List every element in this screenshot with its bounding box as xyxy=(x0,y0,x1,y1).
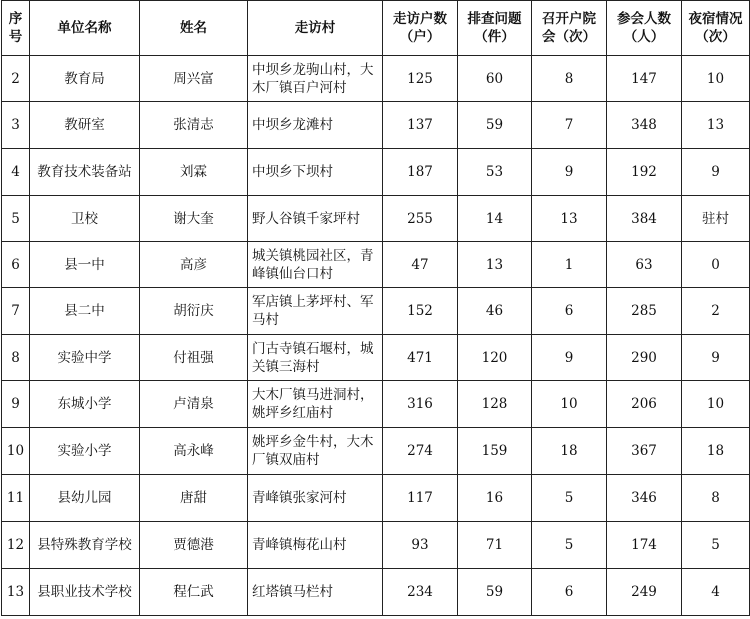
cell-meetings: 5 xyxy=(532,475,607,522)
cell-households: 187 xyxy=(383,149,458,196)
cell-meetings: 10 xyxy=(532,381,607,428)
cell-unit: 实验中学 xyxy=(30,335,140,381)
cell-issues: 59 xyxy=(458,102,532,149)
cell-name: 高永峰 xyxy=(140,428,248,475)
cell-households: 274 xyxy=(383,428,458,475)
cell-name: 贾德港 xyxy=(140,522,248,569)
cell-name: 高彦 xyxy=(140,242,248,288)
cell-unit: 东城小学 xyxy=(30,381,140,428)
cell-name: 付祖强 xyxy=(140,335,248,381)
cell-name: 刘霖 xyxy=(140,149,248,196)
cell-issues: 159 xyxy=(458,428,532,475)
cell-overnight: 5 xyxy=(682,522,750,569)
cell-issues: 71 xyxy=(458,522,532,569)
header-attendees: 参会人数（人） xyxy=(607,1,682,56)
header-households: 走访户数（户） xyxy=(383,1,458,56)
cell-issues: 46 xyxy=(458,288,532,335)
cell-seq: 6 xyxy=(2,242,30,288)
cell-name: 唐甜 xyxy=(140,475,248,522)
cell-seq: 9 xyxy=(2,381,30,428)
header-overnight: 夜宿情况（次） xyxy=(682,1,750,56)
table-row xyxy=(2,475,750,522)
cell-meetings: 8 xyxy=(532,56,607,102)
cell-meetings: 13 xyxy=(532,196,607,242)
cell-issues: 128 xyxy=(458,381,532,428)
cell-unit: 教研室 xyxy=(30,102,140,149)
cell-village: 青峰镇张家河村 xyxy=(248,475,383,522)
cell-unit: 实验小学 xyxy=(30,428,140,475)
cell-meetings: 7 xyxy=(532,102,607,149)
header-seq: 序号 xyxy=(2,1,30,56)
table-row xyxy=(2,196,750,242)
cell-issues: 14 xyxy=(458,196,532,242)
cell-overnight: 4 xyxy=(682,569,750,616)
cell-name: 胡衍庆 xyxy=(140,288,248,335)
cell-overnight: 2 xyxy=(682,288,750,335)
cell-name: 谢大奎 xyxy=(140,196,248,242)
cell-village: 中坝乡龙滩村 xyxy=(248,102,383,149)
cell-name: 卢清泉 xyxy=(140,381,248,428)
cell-households: 93 xyxy=(383,522,458,569)
cell-seq: 7 xyxy=(2,288,30,335)
cell-seq: 11 xyxy=(2,475,30,522)
cell-overnight: 9 xyxy=(682,149,750,196)
cell-unit: 县幼儿园 xyxy=(30,475,140,522)
cell-overnight: 9 xyxy=(682,335,750,381)
cell-attendees: 206 xyxy=(607,381,682,428)
cell-attendees: 290 xyxy=(607,335,682,381)
cell-meetings: 9 xyxy=(532,149,607,196)
cell-name: 程仁武 xyxy=(140,569,248,616)
table-row xyxy=(2,102,750,149)
cell-issues: 16 xyxy=(458,475,532,522)
cell-attendees: 249 xyxy=(607,569,682,616)
header-issues: 排查问题（件） xyxy=(458,1,532,56)
cell-attendees: 63 xyxy=(607,242,682,288)
cell-attendees: 348 xyxy=(607,102,682,149)
cell-issues: 59 xyxy=(458,569,532,616)
cell-issues: 53 xyxy=(458,149,532,196)
cell-overnight: 驻村 xyxy=(682,196,750,242)
cell-households: 255 xyxy=(383,196,458,242)
cell-attendees: 285 xyxy=(607,288,682,335)
cell-issues: 60 xyxy=(458,56,532,102)
cell-village: 门古寺镇石堰村，城关镇三海村 xyxy=(248,335,383,381)
cell-seq: 4 xyxy=(2,149,30,196)
header-meetings: 召开户院会（次） xyxy=(532,1,607,56)
cell-unit: 县一中 xyxy=(30,242,140,288)
cell-overnight: 10 xyxy=(682,56,750,102)
cell-issues: 120 xyxy=(458,335,532,381)
cell-unit: 县职业技术学校 xyxy=(30,569,140,616)
cell-meetings: 5 xyxy=(532,522,607,569)
table-row xyxy=(2,569,750,616)
cell-meetings: 6 xyxy=(532,569,607,616)
table-row xyxy=(2,56,750,102)
cell-overnight: 13 xyxy=(682,102,750,149)
cell-village: 中坝乡下坝村 xyxy=(248,149,383,196)
cell-households: 471 xyxy=(383,335,458,381)
cell-issues: 13 xyxy=(458,242,532,288)
cell-meetings: 6 xyxy=(532,288,607,335)
cell-village: 城关镇桃园社区，青峰镇仙台口村 xyxy=(248,242,383,288)
table-row xyxy=(2,149,750,196)
cell-village: 青峰镇梅花山村 xyxy=(248,522,383,569)
cell-unit: 教育局 xyxy=(30,56,140,102)
cell-seq: 12 xyxy=(2,522,30,569)
cell-overnight: 18 xyxy=(682,428,750,475)
cell-village: 野人谷镇千家坪村 xyxy=(248,196,383,242)
header-name: 姓名 xyxy=(140,1,248,56)
table-body xyxy=(2,56,750,616)
header-unit: 单位名称 xyxy=(30,1,140,56)
cell-village: 姚坪乡金牛村，大木厂镇双庙村 xyxy=(248,428,383,475)
cell-overnight: 8 xyxy=(682,475,750,522)
table-row xyxy=(2,522,750,569)
cell-seq: 10 xyxy=(2,428,30,475)
cell-households: 316 xyxy=(383,381,458,428)
cell-village: 大木厂镇马进洞村，姚坪乡红庙村 xyxy=(248,381,383,428)
cell-meetings: 18 xyxy=(532,428,607,475)
cell-households: 117 xyxy=(383,475,458,522)
cell-seq: 8 xyxy=(2,335,30,381)
cell-households: 137 xyxy=(383,102,458,149)
cell-unit: 县二中 xyxy=(30,288,140,335)
table-header-row xyxy=(2,1,750,56)
table-row xyxy=(2,335,750,381)
cell-seq: 3 xyxy=(2,102,30,149)
cell-seq: 2 xyxy=(2,56,30,102)
table-row xyxy=(2,242,750,288)
table-row xyxy=(2,381,750,428)
cell-attendees: 367 xyxy=(607,428,682,475)
cell-attendees: 384 xyxy=(607,196,682,242)
cell-households: 152 xyxy=(383,288,458,335)
cell-unit: 卫校 xyxy=(30,196,140,242)
cell-name: 周兴富 xyxy=(140,56,248,102)
table-row xyxy=(2,288,750,335)
cell-attendees: 174 xyxy=(607,522,682,569)
cell-households: 125 xyxy=(383,56,458,102)
cell-households: 47 xyxy=(383,242,458,288)
cell-name: 张清志 xyxy=(140,102,248,149)
cell-seq: 5 xyxy=(2,196,30,242)
cell-village: 中坝乡龙驹山村，大木厂镇百户河村 xyxy=(248,56,383,102)
cell-unit: 教育技术装备站 xyxy=(30,149,140,196)
cell-overnight: 0 xyxy=(682,242,750,288)
visit-statistics-table xyxy=(1,0,750,616)
cell-overnight: 10 xyxy=(682,381,750,428)
cell-attendees: 147 xyxy=(607,56,682,102)
cell-meetings: 1 xyxy=(532,242,607,288)
cell-meetings: 9 xyxy=(532,335,607,381)
cell-attendees: 192 xyxy=(607,149,682,196)
cell-households: 234 xyxy=(383,569,458,616)
cell-seq: 13 xyxy=(2,569,30,616)
cell-village: 军店镇上茅坪村、军马村 xyxy=(248,288,383,335)
cell-attendees: 346 xyxy=(607,475,682,522)
header-village: 走访村 xyxy=(248,1,383,56)
cell-unit: 县特殊教育学校 xyxy=(30,522,140,569)
table-row xyxy=(2,428,750,475)
cell-village: 红塔镇马栏村 xyxy=(248,569,383,616)
